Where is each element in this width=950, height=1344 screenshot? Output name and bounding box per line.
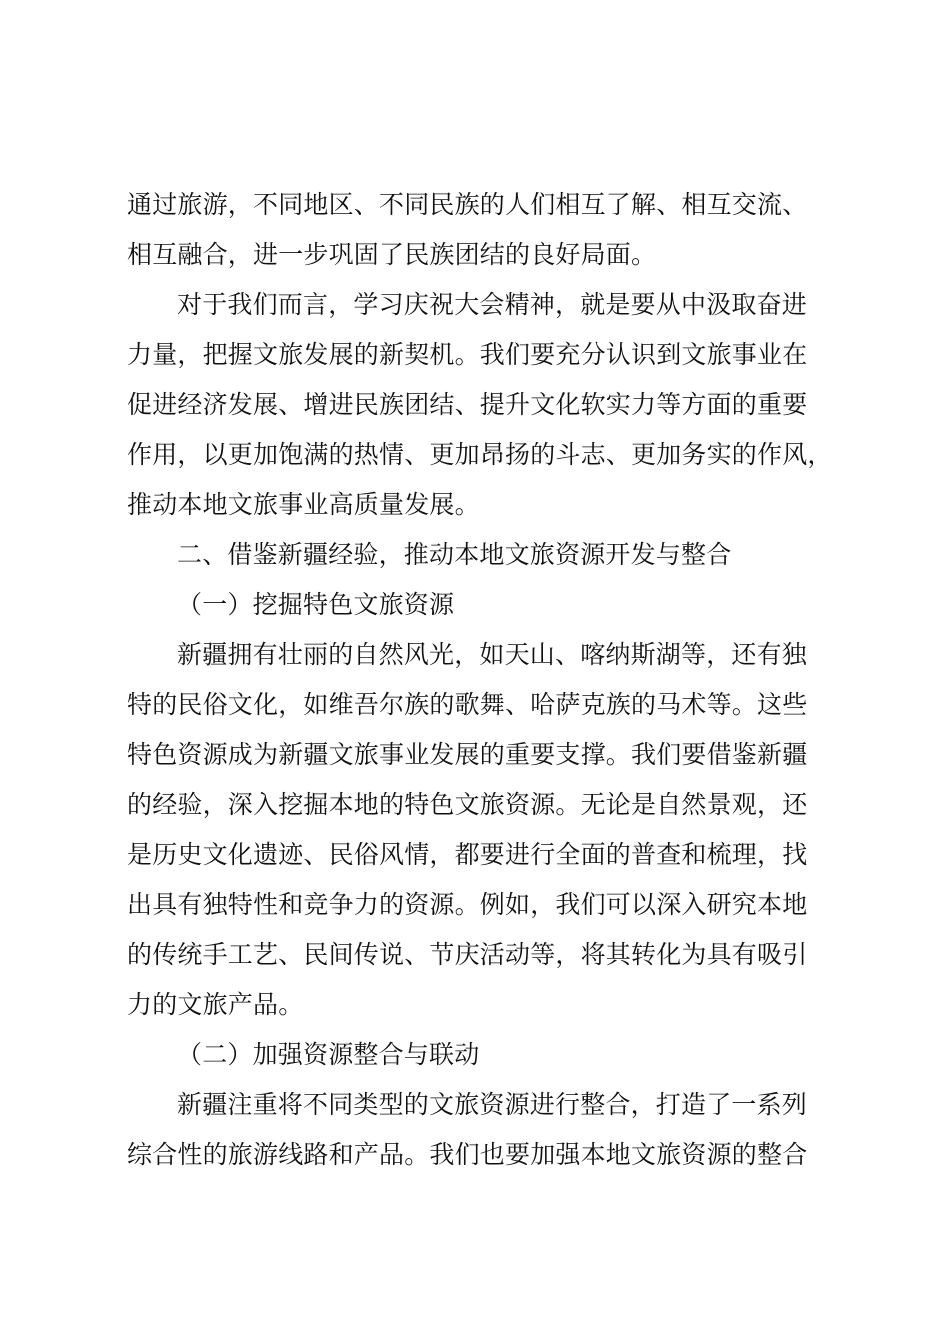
- paragraph-line: 作用，以更加饱满的热情、更加昂扬的斗志、更加务实的作风，: [127, 440, 833, 469]
- paragraph-line: 新疆注重将不同类型的文旅资源进行整合，打造了一系列: [177, 1090, 808, 1119]
- paragraph-line: 的经验，深入挖掘本地的特色文旅资源。无论是自然景观，还: [127, 790, 808, 819]
- paragraph-line: 力量，把握文旅发展的新契机。我们要充分认识到文旅事业在: [127, 340, 808, 369]
- section-heading: 二、借鉴新疆经验，推动本地文旅资源开发与整合: [177, 540, 732, 569]
- paragraph-line: 出具有独特性和竞争力的资源。例如，我们可以深入研究本地: [127, 890, 808, 919]
- paragraph-line: 的传统手工艺、民间传说、节庆活动等，将其转化为具有吸引: [127, 940, 808, 969]
- paragraph-line: 力的文旅产品。: [127, 990, 304, 1019]
- paragraph-line: 相互融合，进一步巩固了民族团结的良好局面。: [127, 240, 657, 269]
- paragraph-line: 对于我们而言，学习庆祝大会精神，就是要从中汲取奋进: [177, 290, 808, 319]
- paragraph-line: 促进经济发展、增进民族团结、提升文化软实力等方面的重要: [127, 390, 808, 419]
- subsection-heading: （二）加强资源整合与联动: [177, 1040, 480, 1069]
- paragraph-line: 新疆拥有壮丽的自然风光，如天山、喀纳斯湖等，还有独: [177, 640, 808, 669]
- paragraph-line: 综合性的旅游线路和产品。我们也要加强本地文旅资源的整合: [127, 1140, 808, 1169]
- paragraph-line: 通过旅游，不同地区、不同民族的人们相互了解、相互交流、: [127, 190, 808, 219]
- paragraph-line: 特色资源成为新疆文旅事业发展的重要支撑。我们要借鉴新疆: [127, 740, 808, 769]
- paragraph-line: 特的民俗文化，如维吾尔族的歌舞、哈萨克族的马术等。这些: [127, 690, 808, 719]
- subsection-heading: （一）挖掘特色文旅资源: [177, 590, 455, 619]
- paragraph-line: 推动本地文旅事业高质量发展。: [127, 490, 480, 519]
- paragraph-line: 是历史文化遗迹、民俗风情，都要进行全面的普查和梳理，找: [127, 840, 808, 869]
